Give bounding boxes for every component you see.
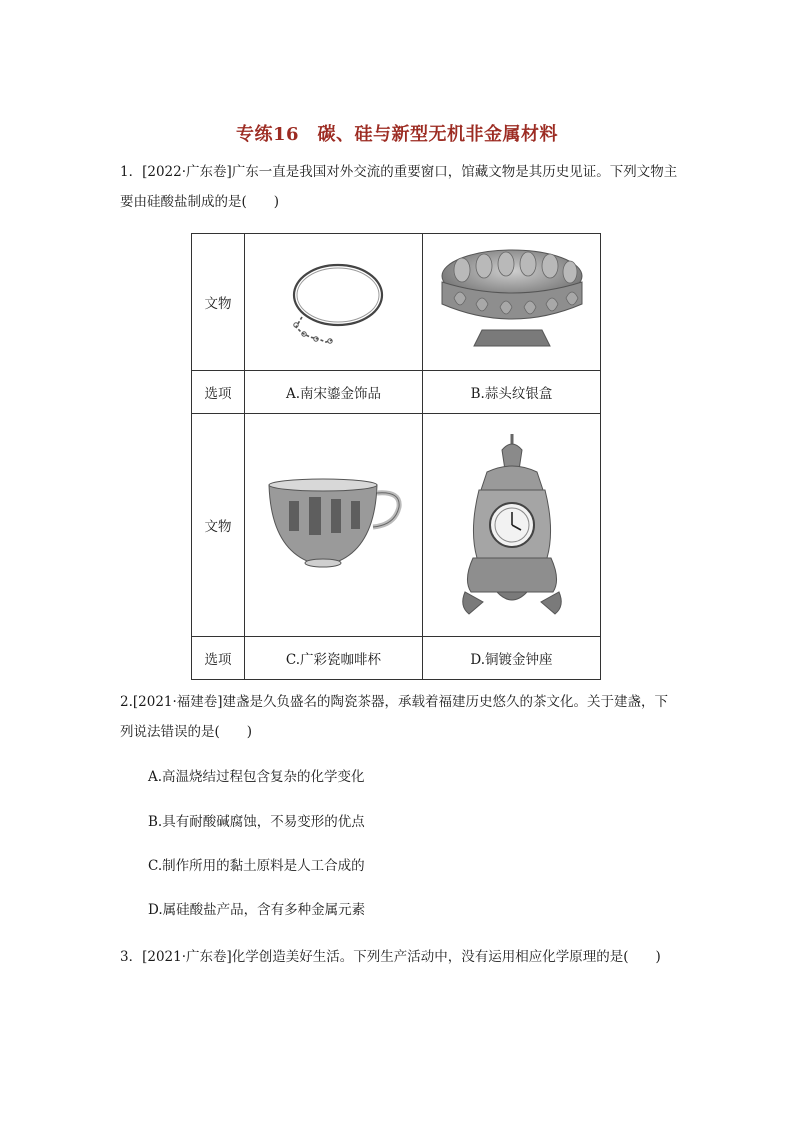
silver-box-icon — [432, 242, 592, 362]
relic-table — [191, 233, 601, 680]
table-row — [192, 371, 601, 414]
question-2-option-c: C.制作所用的黏土原料是人工合成的 — [148, 858, 365, 874]
row-label-relic: 文物 — [192, 414, 245, 637]
question-2-option-a: A.高温烧结过程包含复杂的化学变化 — [148, 769, 365, 785]
page-title: 专练16 碳、硅与新型无机非金属材料 — [235, 124, 559, 145]
gilded-clock-icon — [457, 430, 567, 620]
question-2-text: 2.[2021·福建卷]建盏是久负盛名的陶瓷茶器，承载着福建历史悠久的茶文化。关于建盏，下列说法错误的是( ) — [120, 694, 669, 740]
question-1-text: 1．[2022·广东卷]广东一直是我国对外交流的重要窗口，馆藏文物是其历史见证。下列文物主要由硅酸盐制成的是( ) — [120, 164, 678, 210]
question-2-option-b: B.具有耐酸碱腐蚀，不易变形的优点 — [148, 814, 365, 830]
relic-image-c — [245, 414, 423, 637]
option-d-label: D.铜镀金钟座 — [423, 637, 601, 680]
row-label-relic: 文物 — [192, 234, 245, 371]
table-row — [192, 234, 601, 371]
gilded-chain-icon — [274, 247, 394, 357]
relic-image-d — [423, 414, 601, 637]
row-label-option: 选项 — [192, 371, 245, 414]
porcelain-cup-icon — [259, 475, 409, 575]
relic-image-b — [423, 234, 601, 371]
option-b-label: B.蒜头纹银盒 — [423, 371, 601, 414]
row-label-option: 选项 — [192, 637, 245, 680]
relic-image-a — [245, 234, 423, 371]
table-row — [192, 637, 601, 680]
option-a-label: A.南宋鎏金饰品 — [245, 371, 423, 414]
option-c-label: C.广彩瓷咖啡杯 — [245, 637, 423, 680]
table-row — [192, 414, 601, 637]
question-2-option-d: D.属硅酸盐产品，含有多种金属元素 — [148, 902, 366, 918]
question-3-text: 3．[2021·广东卷]化学创造美好生活。下列生产活动中，没有运用相应化学原理的是( ) — [120, 949, 661, 965]
